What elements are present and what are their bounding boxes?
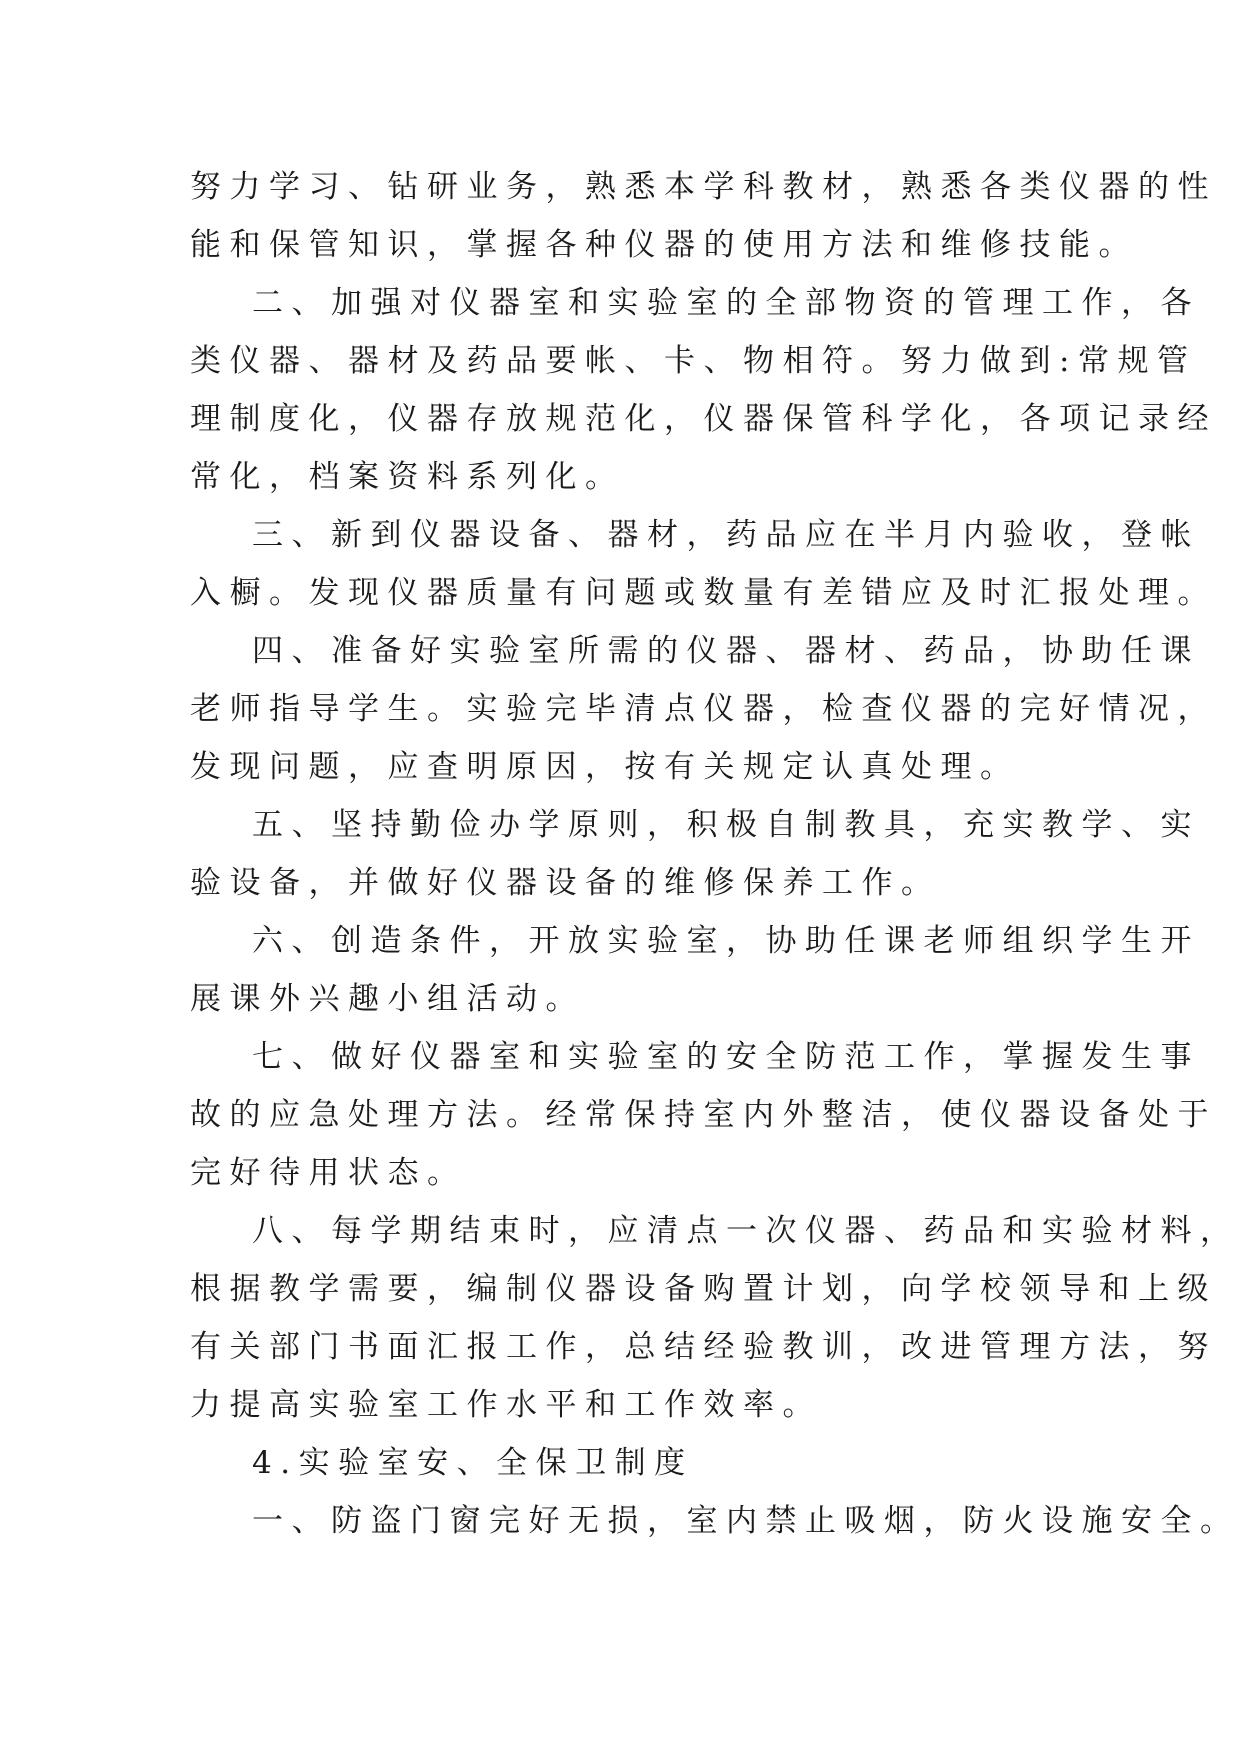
section-4-line: 四、准备好实验室所需的仪器、器材、药品，协助任课 — [252, 633, 1200, 669]
section-8-line: 八、每学期结束时，应清点一次仪器、药品和实验材料， — [252, 1213, 1240, 1249]
section-6-line: 六、创造条件，开放实验室，协助任课老师组织学生开 — [252, 923, 1200, 959]
text-line: 能和保管知识，掌握各种仪器的使用方法和维修技能。 — [190, 227, 1138, 263]
text-line: 故的应急处理方法。经常保持室内外整洁，使仪器设备处于 — [190, 1097, 1217, 1133]
text-line: 努力学习、钻研业务，熟悉本学科教材，熟悉各类仪器的性 — [190, 169, 1217, 205]
section-5-line: 五、坚持勤俭办学原则，积极自制教具，充实教学、实 — [252, 807, 1200, 843]
text-line: 入橱。发现仪器质量有问题或数量有差错应及时汇报处理。 — [190, 575, 1217, 611]
text-line: 根据教学需要，编制仪器设备购置计划，向学校领导和上级 — [190, 1271, 1217, 1307]
text-line: 常化，档案资料系列化。 — [190, 459, 625, 495]
document-body — [190, 158, 1240, 1550]
text-line: 完好待用状态。 — [190, 1155, 467, 1191]
section-3-line: 三、新到仪器设备、器材，药品应在半月内验收，登帐 — [252, 517, 1200, 553]
text-line: 理制度化，仪器存放规范化，仪器保管科学化，各项记录经 — [190, 401, 1217, 437]
text-line: 发现问题，应查明原因，按有关规定认真处理。 — [190, 749, 1020, 785]
text-line: 展课外兴趣小组活动。 — [190, 981, 585, 1017]
text-line: 类仪器、器材及药品要帐、卡、物相符。努力做到:常规管 — [190, 343, 1197, 379]
text-line: 力提高实验室工作水平和工作效率。 — [190, 1387, 822, 1423]
section-heading: 4.实验室安、全保卫制度 — [252, 1445, 694, 1481]
text-line: 老师指导学生。实验完毕清点仪器，检查仪器的完好情况， — [190, 691, 1217, 727]
section-2-line: 二、加强对仪器室和实验室的全部物资的管理工作，各 — [252, 285, 1200, 321]
section-7-line: 七、做好仪器室和实验室的安全防范工作，掌握发生事 — [252, 1039, 1200, 1075]
text-line: 验设备，并做好仪器设备的维修保养工作。 — [190, 865, 941, 901]
section-1-line: 一、防盗门窗完好无损，室内禁止吸烟，防火设施安全。 — [252, 1503, 1240, 1539]
text-line: 有关部门书面汇报工作，总结经验教训，改进管理方法，努 — [190, 1329, 1217, 1365]
